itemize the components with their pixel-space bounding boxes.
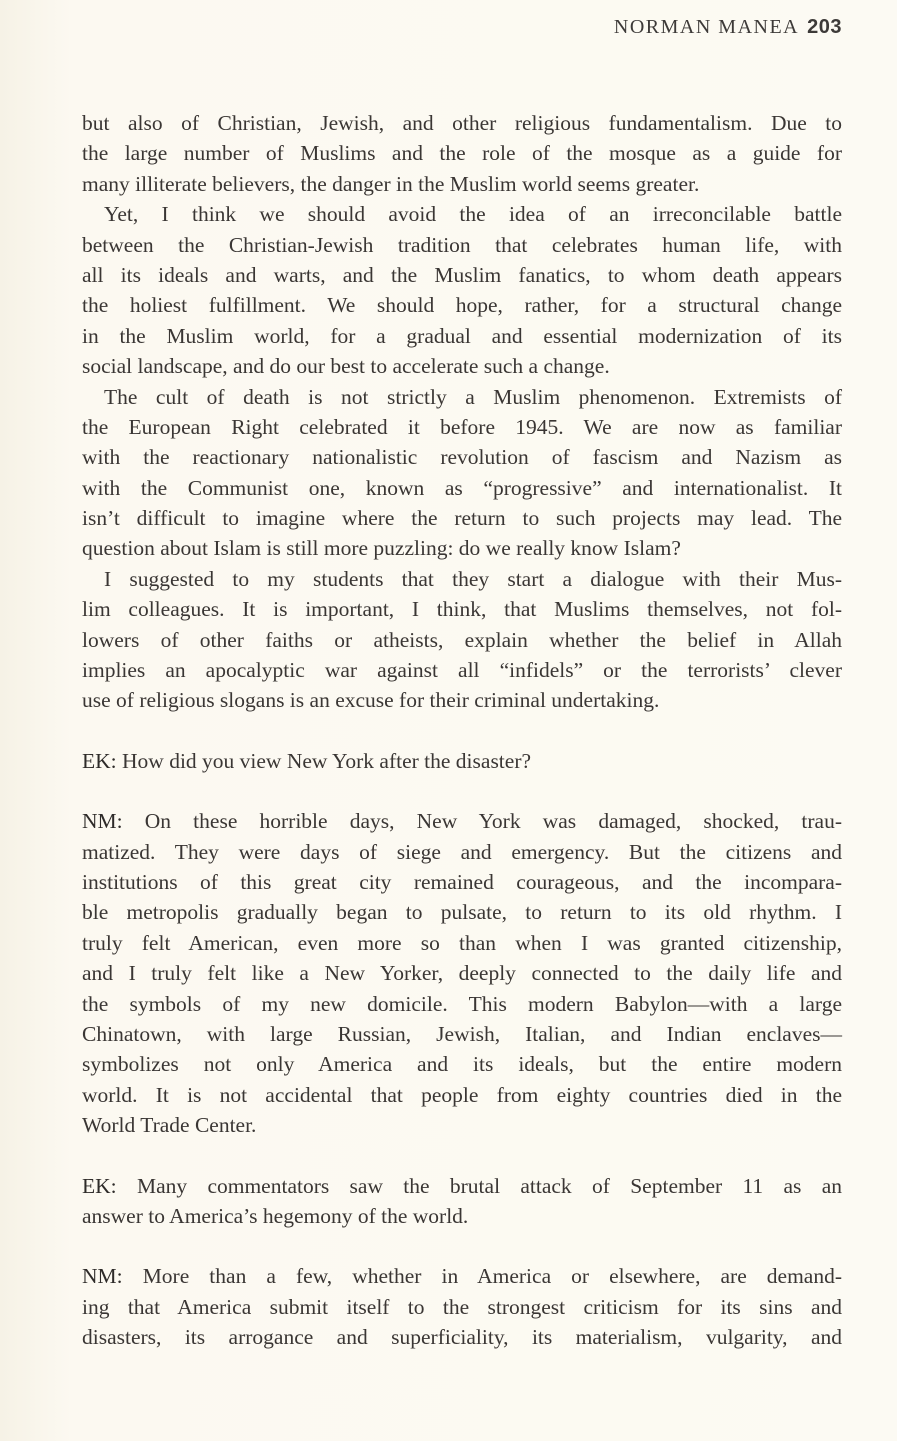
text-line: between the Christian-Jewish tradition that celebrates human life, with <box>82 232 842 257</box>
question-text: How did you view New York after the disaster? <box>122 748 532 773</box>
text-line: implies an apocalyptic war against all “infidels” or the terrorists’ clever <box>82 658 842 683</box>
text-line: and I truly felt like a New Yorker, deeply connected to the daily life and <box>82 961 842 986</box>
speaker-label: EK: <box>82 1173 117 1198</box>
text-line: many illiterate believers, the danger in the Muslim world seems greater. <box>82 171 700 196</box>
text-line: Chinatown, with large Russian, Jewish, Italian, and Indian enclaves— <box>82 1021 842 1046</box>
text-line: the holiest fulfillment. We should hope, rather, for a structural change <box>82 293 842 318</box>
page-number: 203 <box>807 16 842 38</box>
text-line <box>82 746 842 776</box>
text-line <box>82 1171 842 1201</box>
text-line: use of religious slogans is an excuse for their criminal undertaking. <box>82 688 660 713</box>
text-line: truly felt American, even more so than when I was granted citizenship, <box>82 930 842 955</box>
interview-answer <box>82 806 842 1140</box>
text-line: World Trade Center. <box>82 1113 257 1138</box>
paragraph <box>82 382 842 564</box>
text-line: matized. They were days of siege and emergency. But the citizens and <box>82 839 842 864</box>
speaker-label: NM: <box>82 1264 123 1289</box>
text-line: symbolizes not only America and its ideals, but the entire modern <box>82 1052 842 1077</box>
text-line: I suggested to my students that they start a dialogue with their Mus- <box>104 566 842 591</box>
text-line: social landscape, and do our best to accelerate such a change. <box>82 354 610 379</box>
text-line: the large number of Muslims and the role of the mosque as a guide for <box>82 141 842 166</box>
text-line: in the Muslim world, for a gradual and essential modernization of its <box>82 323 842 348</box>
text-line: ing that America submit itself to the strongest criticism for its sins and <box>82 1294 842 1319</box>
text-line: world. It is not accidental that people from eighty countries died in the <box>82 1082 842 1107</box>
text-line: disasters, its arrogance and superficiality, its materialism, vulgarity, and <box>82 1325 842 1350</box>
text-line: but also of Christian, Jewish, and other religious fundamentalism. Due to <box>82 111 842 135</box>
paragraph <box>82 199 842 381</box>
text-line: all its ideals and warts, and the Muslim fanatics, to whom death appears <box>82 262 842 287</box>
text-line <box>82 1261 842 1291</box>
text-line: with the Communist one, known as “progressive” and internationalist. It <box>82 475 842 500</box>
section-gap <box>82 1231 842 1261</box>
speaker-label: EK: <box>82 748 117 773</box>
text-line: institutions of this great city remained courageous, and the incompara- <box>82 869 842 894</box>
text-line: Yet, I think we should avoid the idea of an irreconcilable battle <box>104 202 842 227</box>
text-line: lim colleagues. It is important, I think, that Muslims themselves, not fol- <box>82 597 842 622</box>
text-line: answer to America’s hegemony of the world. <box>82 1203 469 1228</box>
paragraph-continued <box>82 108 842 199</box>
text-line: question about Islam is still more puzzling: do we really know Islam? <box>82 536 681 561</box>
question-text: Many commentators saw the brutal attack of September 11 as an <box>136 1173 843 1198</box>
running-head-title: NORMAN MANEA <box>613 16 800 38</box>
answer-text: On these horrible days, New York was damaged, shocked, trau- <box>144 809 842 834</box>
answer-text: More than a few, whether in America or elsewhere, are demand- <box>142 1264 843 1289</box>
interview-question <box>82 1171 842 1232</box>
text-line: ble metropolis gradually began to pulsate, to return to its old rhythm. I <box>82 900 842 925</box>
text-line: isn’t difficult to imagine where the return to such projects may lead. The <box>82 506 842 531</box>
section-gap <box>82 776 842 806</box>
paragraph <box>82 564 842 716</box>
body-text <box>82 108 842 1352</box>
text-line: lowers of other faiths or atheists, explain whether the belief in Allah <box>82 627 842 652</box>
text-line: the symbols of my new domicile. This modern Babylon—with a large <box>82 991 842 1016</box>
running-head <box>614 16 842 39</box>
section-gap <box>82 716 842 746</box>
text-line: with the reactionary nationalistic revolution of fascism and Nazism as <box>82 445 842 470</box>
text-line: The cult of death is not strictly a Muslim phenomenon. Extremists of <box>104 384 842 409</box>
text-line: the European Right celebrated it before 1945. We are now as familiar <box>82 414 842 439</box>
speaker-label: NM: <box>82 809 123 834</box>
section-gap <box>82 1141 842 1171</box>
text-line <box>82 806 842 836</box>
interview-answer <box>82 1261 842 1352</box>
interview-question <box>82 746 842 776</box>
